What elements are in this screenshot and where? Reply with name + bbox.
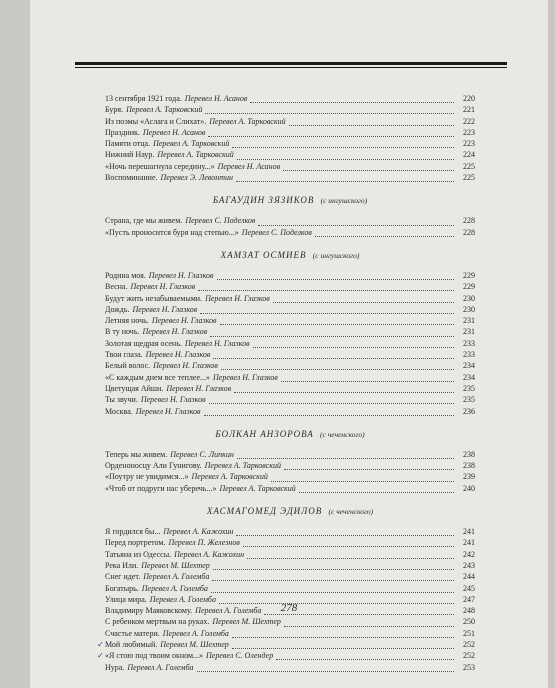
section-author: ХАСМАГОМЕД ЭДИЛОВ (206, 506, 323, 517)
toc-entry-translator: Перевел Н. Глазков (166, 383, 232, 393)
toc-entry-translator: Перевел С. Поделков (185, 216, 256, 226)
toc-entry-translator: Перевел П. Железнов (168, 538, 240, 548)
toc-entry-page: 252 (463, 651, 475, 661)
toc-entry (105, 560, 475, 571)
toc-entry-translator: Перевел М. Шехтер (141, 560, 210, 570)
toc-entry-title: Снег идет. (105, 572, 141, 582)
toc-entry (105, 406, 475, 417)
toc-entry-page: 236 (463, 406, 475, 416)
toc-entry-translator: Перевел А. Кажохин (174, 549, 245, 559)
page-number: 278 (280, 602, 298, 614)
toc-entry-page: 234 (463, 361, 475, 371)
section-source-language: (с ингушского) (320, 196, 368, 206)
section-heading-zyazikov (105, 194, 475, 206)
toc-entry-title: 13 сентября 1921 года. (105, 94, 182, 103)
toc-entry-translator: Перевел А. Големба (149, 594, 216, 604)
section-author: БАГАУДИН ЗЯЗИКОВ (212, 195, 315, 206)
toc-entry-translator: Перевел Н. Глазков (205, 293, 270, 303)
toc-entry-page: 241 (463, 538, 475, 548)
toc-leader-dots (273, 295, 454, 303)
toc-entry-title: Счастье матери. (105, 628, 160, 638)
toc-entry (105, 127, 475, 138)
toc-leader-dots (209, 396, 454, 404)
toc-entry (105, 360, 475, 371)
toc-entry (105, 270, 475, 281)
toc-entry-page: 231 (463, 316, 475, 326)
toc-entry-page: 251 (463, 628, 475, 638)
toc-entry-translator: Перевел М. Шехтер (160, 639, 229, 649)
toc-entry (105, 227, 475, 238)
toc-entry-page: 224 (463, 150, 475, 160)
toc-leader-dots (237, 451, 454, 459)
toc-entry-title: «Чтоб от подруги нас уберечь...» (105, 483, 217, 493)
toc-entry (105, 662, 475, 673)
toc-entry (105, 138, 475, 149)
table-of-contents (97, 93, 475, 673)
toc-leader-dots (289, 118, 454, 126)
section-source-language: (с ингушского) (312, 250, 360, 260)
header-rule-thick (75, 62, 507, 65)
toc-entry (105, 161, 475, 172)
toc-entry-page: 248 (463, 606, 475, 616)
toc-entry-page: 230 (463, 293, 475, 303)
toc-entry-page: 233 (463, 338, 475, 348)
toc-entry (105, 293, 475, 304)
toc-entry-title: Мой любимый. (105, 639, 158, 649)
toc-entry-title: «С каждым днем все теплее...» (105, 372, 211, 382)
toc-entry-title: Весна. (105, 282, 128, 292)
toc-entry-page: 245 (463, 583, 475, 593)
toc-entry-title: Страна, где мы живем. (105, 216, 183, 226)
toc-leader-dots (204, 408, 455, 416)
toc-entry (105, 172, 475, 183)
toc-entry-translator: Перевел Н. Глазков (135, 406, 201, 416)
toc-entry-title: Золотая щедрая осень. (105, 338, 182, 348)
toc-entry (105, 215, 475, 226)
toc-entry-page: 231 (463, 327, 475, 337)
toc-entry-translator: Перевел А. Големба (141, 583, 208, 593)
toc-entry-translator: Перевел Н. Глазков (145, 350, 211, 360)
toc-entry-page: 228 (463, 216, 475, 226)
toc-entry-page: 233 (463, 350, 475, 360)
toc-entry-page: 228 (463, 227, 475, 237)
toc-entry-page: 235 (463, 383, 475, 393)
toc-entry-translator: Перевел Н. Глазков (153, 361, 218, 371)
toc-leader-dots (284, 462, 454, 470)
toc-leader-dots (200, 306, 454, 314)
toc-entry-translator: Перевел Н. Глазков (213, 372, 278, 382)
toc-entry-translator: Перевел Н. Глазков (148, 270, 214, 280)
toc-entry-page: 223 (463, 127, 475, 137)
toc-entry (97, 639, 475, 650)
toc-leader-dots (243, 539, 454, 547)
toc-entry (105, 460, 475, 471)
section-heading-osmiev (105, 249, 475, 261)
toc-entry-page: 241 (463, 527, 475, 537)
toc-entry-translator: Перевел Н. Глазков (130, 282, 196, 292)
toc-entry (105, 526, 475, 537)
header-rule-thin (75, 67, 507, 68)
toc-entry (105, 449, 475, 460)
toc-entry (105, 372, 475, 383)
toc-group-2 (105, 215, 475, 238)
toc-entry-translator: Перевел А. Големба (195, 606, 262, 616)
toc-entry-page: 230 (463, 304, 475, 314)
toc-entry-title: Река Или. (105, 560, 139, 570)
toc-leader-dots (205, 106, 454, 114)
toc-entry-page: 244 (463, 572, 475, 582)
toc-entry-title: Перед портретом. (105, 538, 166, 548)
toc-entry (105, 315, 475, 326)
toc-entry-translator: Перевел С. Олендер (206, 651, 274, 661)
toc-entry-page: 222 (463, 116, 475, 126)
toc-entry-translator: Перевел А. Големба (162, 628, 229, 638)
toc-leader-dots (315, 229, 454, 237)
toc-entry-title: Родина моя. (105, 270, 146, 280)
toc-entry-title: «Пусть проносится буря над степью...» (105, 227, 239, 237)
toc-leader-dots (232, 641, 454, 649)
toc-entry-translator: Перевел А. Тарковский (209, 116, 286, 126)
toc-entry (105, 383, 475, 394)
toc-entry-translator: Перевел Н. Глазков (132, 304, 198, 314)
toc-entry-translator: Перевел Э. Левонтин (160, 173, 233, 183)
toc-entry-page: 243 (463, 560, 475, 570)
toc-entry (105, 149, 475, 160)
toc-entry-translator: Перевел М. Шехтер (212, 617, 281, 627)
toc-entry (105, 571, 475, 582)
toc-entry-page: 229 (463, 270, 475, 280)
toc-leader-dots (220, 317, 454, 325)
toc-leader-dots (221, 362, 454, 370)
toc-entry-page: 239 (463, 472, 475, 482)
toc-entry-translator: Перевел Н. Глазков (140, 395, 206, 405)
toc-entry-title: Богатырь. (105, 583, 139, 593)
toc-leader-dots (212, 573, 454, 581)
section-heading-anzorova (105, 428, 475, 440)
toc-entry-translator: Перевел Н. Глазков (151, 316, 217, 326)
toc-entry-translator: Перевел А. Тарковский (157, 150, 234, 160)
toc-entry-title: Дождь. (105, 304, 130, 314)
toc-entry (105, 394, 475, 405)
toc-entry-page: 223 (463, 139, 475, 149)
toc-entry-page: 229 (463, 282, 475, 292)
toc-entry-title: Теперь мы живем. (105, 449, 168, 459)
toc-entry (105, 537, 475, 548)
toc-entry (105, 628, 475, 639)
toc-entry (105, 104, 475, 115)
toc-entry-title: Цветущая Айши. (105, 383, 164, 393)
toc-leader-dots (271, 474, 454, 482)
toc-entry-translator: Перевел А. Тарковский (191, 472, 268, 482)
toc-leader-dots (213, 562, 454, 570)
toc-entry (105, 583, 475, 594)
toc-entry (105, 349, 475, 360)
toc-group-4 (105, 449, 475, 494)
toc-entry-title: Орденоносцу Али Гунигову. (105, 461, 202, 471)
toc-entry-page: 220 (463, 94, 475, 103)
toc-entry (105, 281, 475, 292)
toc-entry-translator: Перевел Н. Глазков (184, 338, 250, 348)
toc-entry-title: Нижний Наур. (105, 150, 155, 160)
toc-entry-title: С ребенком мертвым на руках. (105, 617, 210, 627)
toc-entry-translator: Перевел Н. Асанов (217, 161, 281, 171)
toc-entry-page: 247 (463, 594, 475, 604)
toc-entry-title: «Поутру не увидимся...» (105, 472, 189, 482)
toc-entry-translator: Перевел А. Тарковский (204, 461, 281, 471)
toc-entry-page: 252 (463, 639, 475, 649)
section-author: БОЛКАН АНЗОРОВА (215, 428, 314, 439)
pen-check-mark-icon: ✓ (97, 651, 104, 661)
toc-leader-dots (236, 528, 454, 536)
toc-leader-dots (213, 351, 454, 359)
toc-leader-dots (283, 163, 454, 171)
toc-leader-dots (198, 283, 454, 291)
toc-entry-title: Воспоминание. (105, 173, 158, 183)
toc-entry (97, 650, 475, 661)
toc-entry-page: 221 (463, 105, 475, 115)
section-source-language: (с чеченского) (320, 429, 365, 439)
toc-leader-dots (236, 174, 454, 182)
toc-leader-dots (250, 95, 454, 103)
toc-entry-title: Я гордился бы... (105, 527, 161, 537)
toc-leader-dots (234, 385, 454, 393)
toc-leader-dots (299, 485, 454, 493)
toc-leader-dots (197, 664, 454, 672)
toc-entry-title: Татьяна из Одессы. (105, 549, 172, 559)
toc-entry-title: Праздник. (105, 127, 140, 137)
toc-entry-translator: Перевел А. Тарковский (126, 105, 203, 115)
toc-entry-page: 234 (463, 372, 475, 382)
toc-leader-dots (217, 272, 454, 280)
toc-entry-translator: Перевел А. Големба (127, 662, 194, 672)
toc-entry-title: Нура. (105, 662, 125, 672)
toc-entry-page: 242 (463, 549, 475, 559)
toc-leader-dots (258, 218, 454, 226)
toc-entry-title: Владимиру Маяковскому. (105, 606, 193, 616)
toc-entry-page: 250 (463, 617, 475, 627)
toc-entry-title: Улица мира. (105, 594, 147, 604)
toc-leader-dots (208, 129, 454, 137)
toc-entry-page: 253 (463, 662, 475, 672)
toc-leader-dots (232, 140, 454, 148)
toc-entry-translator: Перевел Н. Асанов (142, 127, 206, 137)
toc-entry-title: «Я стою под твоим окном...» (105, 651, 204, 661)
toc-entry-translator: Перевел С. Поделков (241, 227, 312, 237)
toc-entry-title: Ты звучи. (105, 395, 138, 405)
toc-entry-title: Будут жить незабываемыми. (105, 293, 203, 303)
toc-entry-page: 238 (463, 449, 475, 459)
toc-entry (105, 116, 475, 127)
toc-leader-dots (281, 374, 454, 382)
toc-leader-dots (237, 152, 454, 160)
toc-entry-translator: Перевел С. Липкин (170, 449, 234, 459)
toc-entry-title: «Ночь перешагнула середину...» (105, 161, 215, 171)
toc-entry-translator: Перевел А. Тарковский (219, 483, 296, 493)
toc-entry-title: Белый волос. (105, 361, 151, 371)
toc-entry-translator: Перевел А. Кажохин (163, 527, 234, 537)
toc-group-5 (97, 526, 475, 673)
toc-entry-translator: Перевел А. Тарковский (153, 139, 230, 149)
toc-entry-title: Москва. (105, 406, 133, 416)
toc-entry-title: Памяти отца. (105, 139, 151, 149)
section-source-language: (с чеченского) (328, 507, 374, 517)
toc-entry-page: 225 (463, 173, 475, 183)
toc-leader-dots (276, 652, 454, 660)
toc-leader-dots (211, 585, 454, 593)
toc-entry-page: 225 (463, 161, 475, 171)
toc-group-3 (105, 270, 475, 417)
toc-entry-title: Летняя ночь. (105, 316, 149, 326)
toc-leader-dots (210, 329, 454, 337)
toc-entry-page: 238 (463, 461, 475, 471)
toc-entry-translator: Перевел Н. Асанов (184, 94, 248, 103)
toc-entry (105, 616, 475, 627)
toc-leader-dots (247, 551, 454, 559)
toc-leader-dots (253, 340, 454, 348)
toc-entry (105, 471, 475, 482)
toc-entry (105, 483, 475, 494)
toc-leader-dots (284, 619, 454, 627)
toc-group-1 (105, 93, 475, 183)
toc-entry (105, 338, 475, 349)
toc-entry-title: Твои глаза. (105, 350, 143, 360)
section-author: ХАМЗАТ ОСМИЕВ (220, 249, 307, 260)
toc-entry-page: 235 (463, 395, 475, 405)
toc-entry (105, 326, 475, 337)
toc-entry-page: 240 (463, 483, 475, 493)
toc-entry-title: Буря. (105, 105, 124, 115)
toc-leader-dots (232, 630, 454, 638)
section-heading-edilov (105, 505, 475, 517)
toc-entry-translator: Перевел Н. Глазков (142, 327, 208, 337)
toc-entry-title: Из поэмы «Аслага и Слихат». (105, 116, 207, 126)
toc-entry-translator: Перевел А. Големба (143, 572, 210, 582)
pen-check-mark-icon: ✓ (97, 639, 104, 649)
toc-entry-title: В ту ночь. (105, 327, 140, 337)
toc-entry (105, 93, 475, 104)
toc-entry (105, 549, 475, 560)
book-page (30, 0, 548, 688)
toc-entry (105, 304, 475, 315)
